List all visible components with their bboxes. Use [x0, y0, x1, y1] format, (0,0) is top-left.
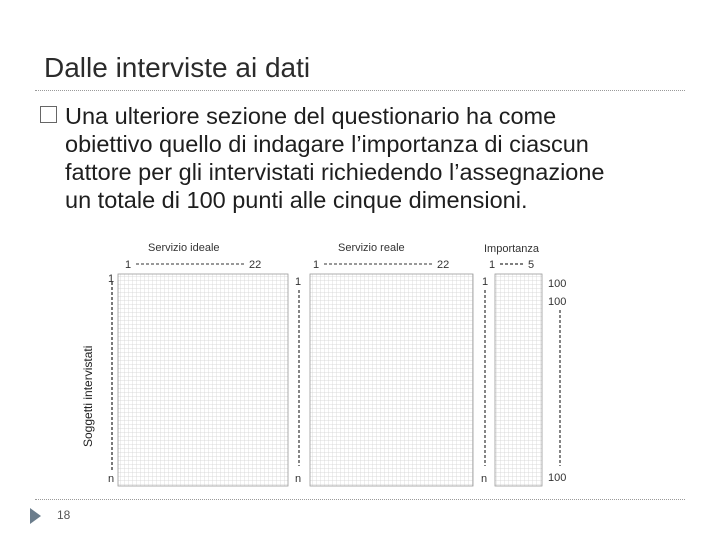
panel-range-start-reale: 1: [313, 259, 320, 271]
panel-range-start-ideale: 1: [125, 259, 132, 271]
row-end-label-2: n: [295, 473, 302, 485]
bullet-line-3: fattore per gli intervistati richiedendo l’assegnazione: [65, 159, 605, 185]
panel-heading-ideale: Servizio ideale: [148, 242, 220, 254]
slide-title: Dalle interviste ai dati: [44, 52, 311, 83]
grid-panel-reale: [310, 274, 473, 486]
total-value-2: 100: [548, 296, 567, 308]
page-marker-icon: [30, 508, 41, 524]
panel-range-end-reale: 22: [437, 259, 450, 271]
grid-panel-ideale: [118, 274, 288, 486]
bullet-line-4: un totale di 100 punti alle cinque dimensioni.: [65, 187, 528, 213]
panel-range-end-importanza: 5: [528, 259, 535, 271]
row-end-label-1: n: [108, 473, 115, 485]
total-value-1: 100: [548, 278, 567, 290]
row-start-label-2: 1: [295, 276, 302, 288]
panel-heading-reale: Servizio reale: [338, 242, 405, 254]
row-end-label-3: n: [481, 473, 488, 485]
row-start-label-3: 1: [482, 276, 489, 288]
bullet-line-2: obiettivo quello di indagare l’importanza di ciascun: [65, 131, 589, 157]
panel-range-start-importanza: 1: [489, 259, 496, 271]
panel-range-end-ideale: 22: [249, 259, 262, 271]
y-axis-label: Soggetti intervistati: [81, 345, 95, 447]
panel-heading-importanza: Importanza: [484, 243, 540, 255]
grid-panel-importanza: [495, 274, 542, 486]
footer-divider: [35, 499, 685, 500]
bullet-line-1: Una ulteriore sezione del questionario ha come: [65, 103, 557, 129]
row-start-label-1: 1: [108, 273, 115, 285]
total-value-3: 100: [548, 472, 567, 484]
page-number: 18: [57, 508, 71, 522]
